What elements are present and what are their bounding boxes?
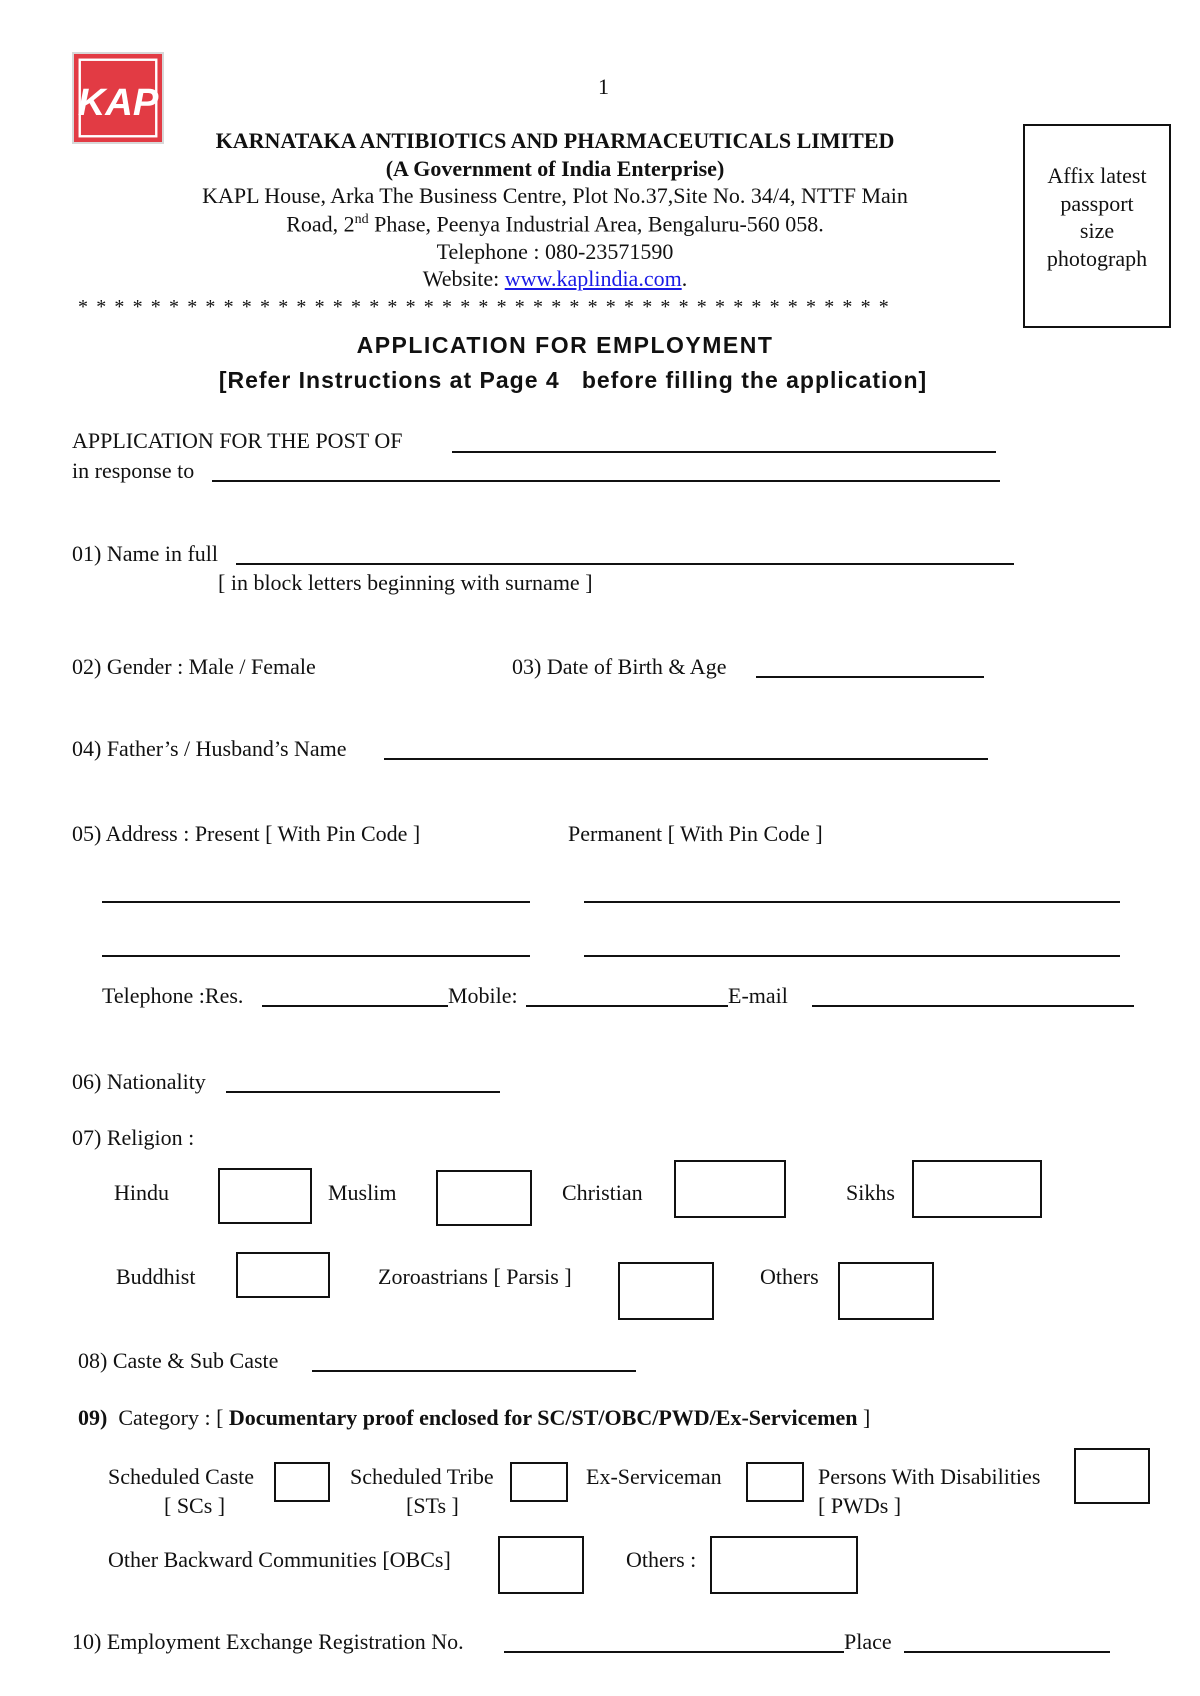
address-line-2-sup: nd <box>354 212 369 227</box>
page-number: 1 <box>598 74 609 99</box>
caste-label: 08) Caste & Sub Caste <box>78 1348 279 1373</box>
in-response-to-field[interactable] <box>212 480 1000 482</box>
website-link[interactable]: www.kaplindia.com <box>504 266 682 291</box>
post-of-label: APPLICATION FOR THE POST OF <box>72 428 403 453</box>
name-in-full-field[interactable] <box>236 563 1014 565</box>
religion-muslim-label: Muslim <box>328 1180 397 1205</box>
address-permanent-field-1[interactable] <box>584 901 1120 903</box>
religion-christian-checkbox[interactable] <box>674 1160 786 1218</box>
religion-hindu-checkbox[interactable] <box>218 1168 312 1224</box>
telephone-line: Telephone : 080-23571590 <box>436 239 674 264</box>
category-st-label-2: [STs ] <box>406 1493 459 1518</box>
religion-label: 07) Religion : <box>72 1125 195 1150</box>
address-present-field-1[interactable] <box>102 901 530 903</box>
gender-label: 02) Gender : Male / Female <box>72 654 316 679</box>
website-line <box>0 268 1110 290</box>
religion-christian-label: Christian <box>562 1180 643 1205</box>
mobile-label: Mobile: <box>448 983 518 1008</box>
religion-hindu-label: Hindu <box>114 1180 169 1205</box>
category-pwd-label-2: [ PWDs ] <box>818 1493 902 1518</box>
place-label: Place <box>844 1629 892 1654</box>
category-label: Category : [ <box>107 1405 224 1430</box>
address-line-1: KAPL House, Arka The Business Centre, Plot No.37,Site No. 34/4, NTTF Main <box>202 183 908 208</box>
category-sc-label-2: [ SCs ] <box>164 1493 226 1518</box>
in-response-to-label: in response to <box>72 458 195 483</box>
mobile-field[interactable] <box>526 1005 728 1007</box>
form-title: APPLICATION FOR EMPLOYMENT <box>356 332 774 358</box>
telephone-res-label: Telephone :Res. <box>102 983 244 1008</box>
father-husband-label: 04) Father’s / Husband’s Name <box>72 736 347 761</box>
dob-age-label: 03) Date of Birth & Age <box>512 654 727 679</box>
category-heading <box>78 1407 870 1429</box>
category-others-label: Others : <box>626 1547 697 1572</box>
name-in-full-label: 01) Name in full <box>72 541 219 566</box>
photo-box-line1: Affix latest <box>1047 163 1147 188</box>
organization-subtitle: (A Government of India Enterprise) <box>385 156 725 181</box>
organization-name: KARNATAKA ANTIBIOTICS AND PHARMACEUTICALS LIMITED <box>215 128 895 153</box>
photo-box-line3: size <box>1079 218 1115 243</box>
category-st-checkbox[interactable] <box>510 1462 568 1502</box>
telephone-res-field[interactable] <box>262 1005 448 1007</box>
employment-exchange-field[interactable] <box>504 1651 844 1653</box>
email-label: E-mail <box>728 983 788 1008</box>
category-sc-checkbox[interactable] <box>274 1462 330 1502</box>
website-suffix: . <box>681 266 688 291</box>
form-instruction: [Refer Instructions at Page 4 before filling the application] <box>218 367 928 393</box>
category-ex-serviceman-label: Ex-Serviceman <box>586 1464 722 1489</box>
category-proof-note: Documentary proof enclosed for SC/ST/OBC/PWD/Ex-Servicemen <box>223 1405 858 1430</box>
address-present-label: 05) Address : Present [ With Pin Code ] <box>72 821 421 846</box>
photo-box <box>1023 124 1171 328</box>
category-end: ] <box>857 1405 871 1430</box>
religion-zoroastrians-checkbox[interactable] <box>618 1262 714 1320</box>
photo-box-line2: passport <box>1060 190 1134 216</box>
category-ex-serviceman-checkbox[interactable] <box>746 1462 804 1502</box>
nationality-field[interactable] <box>226 1091 500 1093</box>
category-pwd-checkbox[interactable] <box>1074 1448 1150 1504</box>
name-hint: [ in block letters beginning with surname ] <box>218 570 593 595</box>
religion-zoroastrians-label: Zoroastrians [ Parsis ] <box>378 1264 572 1289</box>
photo-box-line4: photograph <box>1046 245 1148 271</box>
religion-sikhs-checkbox[interactable] <box>912 1160 1042 1218</box>
place-field[interactable] <box>904 1651 1110 1653</box>
religion-buddhist-checkbox[interactable] <box>236 1252 330 1298</box>
address-line-2 <box>0 213 1110 235</box>
kapl-logo-mark <box>74 54 162 142</box>
category-obc-label: Other Backward Communities [OBCs] <box>108 1547 451 1572</box>
address-line-2-post: Phase, Peenya Industrial Area, Bengaluru-560 058. <box>368 211 824 237</box>
header-divider: * * * * * * * * * * * * * * * * * * * * * * * * * * * * * * * * * * * * * * * * * * * * * <box>78 296 891 318</box>
religion-others-checkbox[interactable] <box>838 1262 934 1320</box>
address-present-field-2[interactable] <box>102 955 530 957</box>
category-pwd-label-1: Persons With Disabilities <box>818 1464 1041 1489</box>
employment-exchange-label: 10) Employment Exchange Registration No. <box>72 1629 464 1654</box>
caste-field[interactable] <box>312 1370 636 1372</box>
address-permanent-field-2[interactable] <box>584 955 1120 957</box>
religion-others-label: Others <box>760 1264 819 1289</box>
post-of-field[interactable] <box>452 451 996 453</box>
dob-age-field[interactable] <box>756 676 984 678</box>
category-sc-label-1: Scheduled Caste <box>108 1464 255 1489</box>
category-number: 09) <box>78 1405 108 1430</box>
nationality-label: 06) Nationality <box>72 1069 206 1094</box>
website-label: Website: <box>422 266 505 291</box>
category-obc-checkbox[interactable] <box>498 1536 584 1594</box>
religion-sikhs-label: Sikhs <box>846 1180 895 1205</box>
religion-muslim-checkbox[interactable] <box>436 1170 532 1226</box>
svg-text:KAP: KAP <box>77 81 159 125</box>
address-line-2-pre: Road, 2 <box>286 211 355 237</box>
father-husband-field[interactable] <box>384 758 988 760</box>
category-others-field[interactable] <box>710 1536 858 1594</box>
address-permanent-label: Permanent [ With Pin Code ] <box>568 821 823 846</box>
email-field[interactable] <box>812 1005 1134 1007</box>
category-st-label-1: Scheduled Tribe <box>350 1464 494 1489</box>
religion-buddhist-label: Buddhist <box>116 1264 196 1289</box>
